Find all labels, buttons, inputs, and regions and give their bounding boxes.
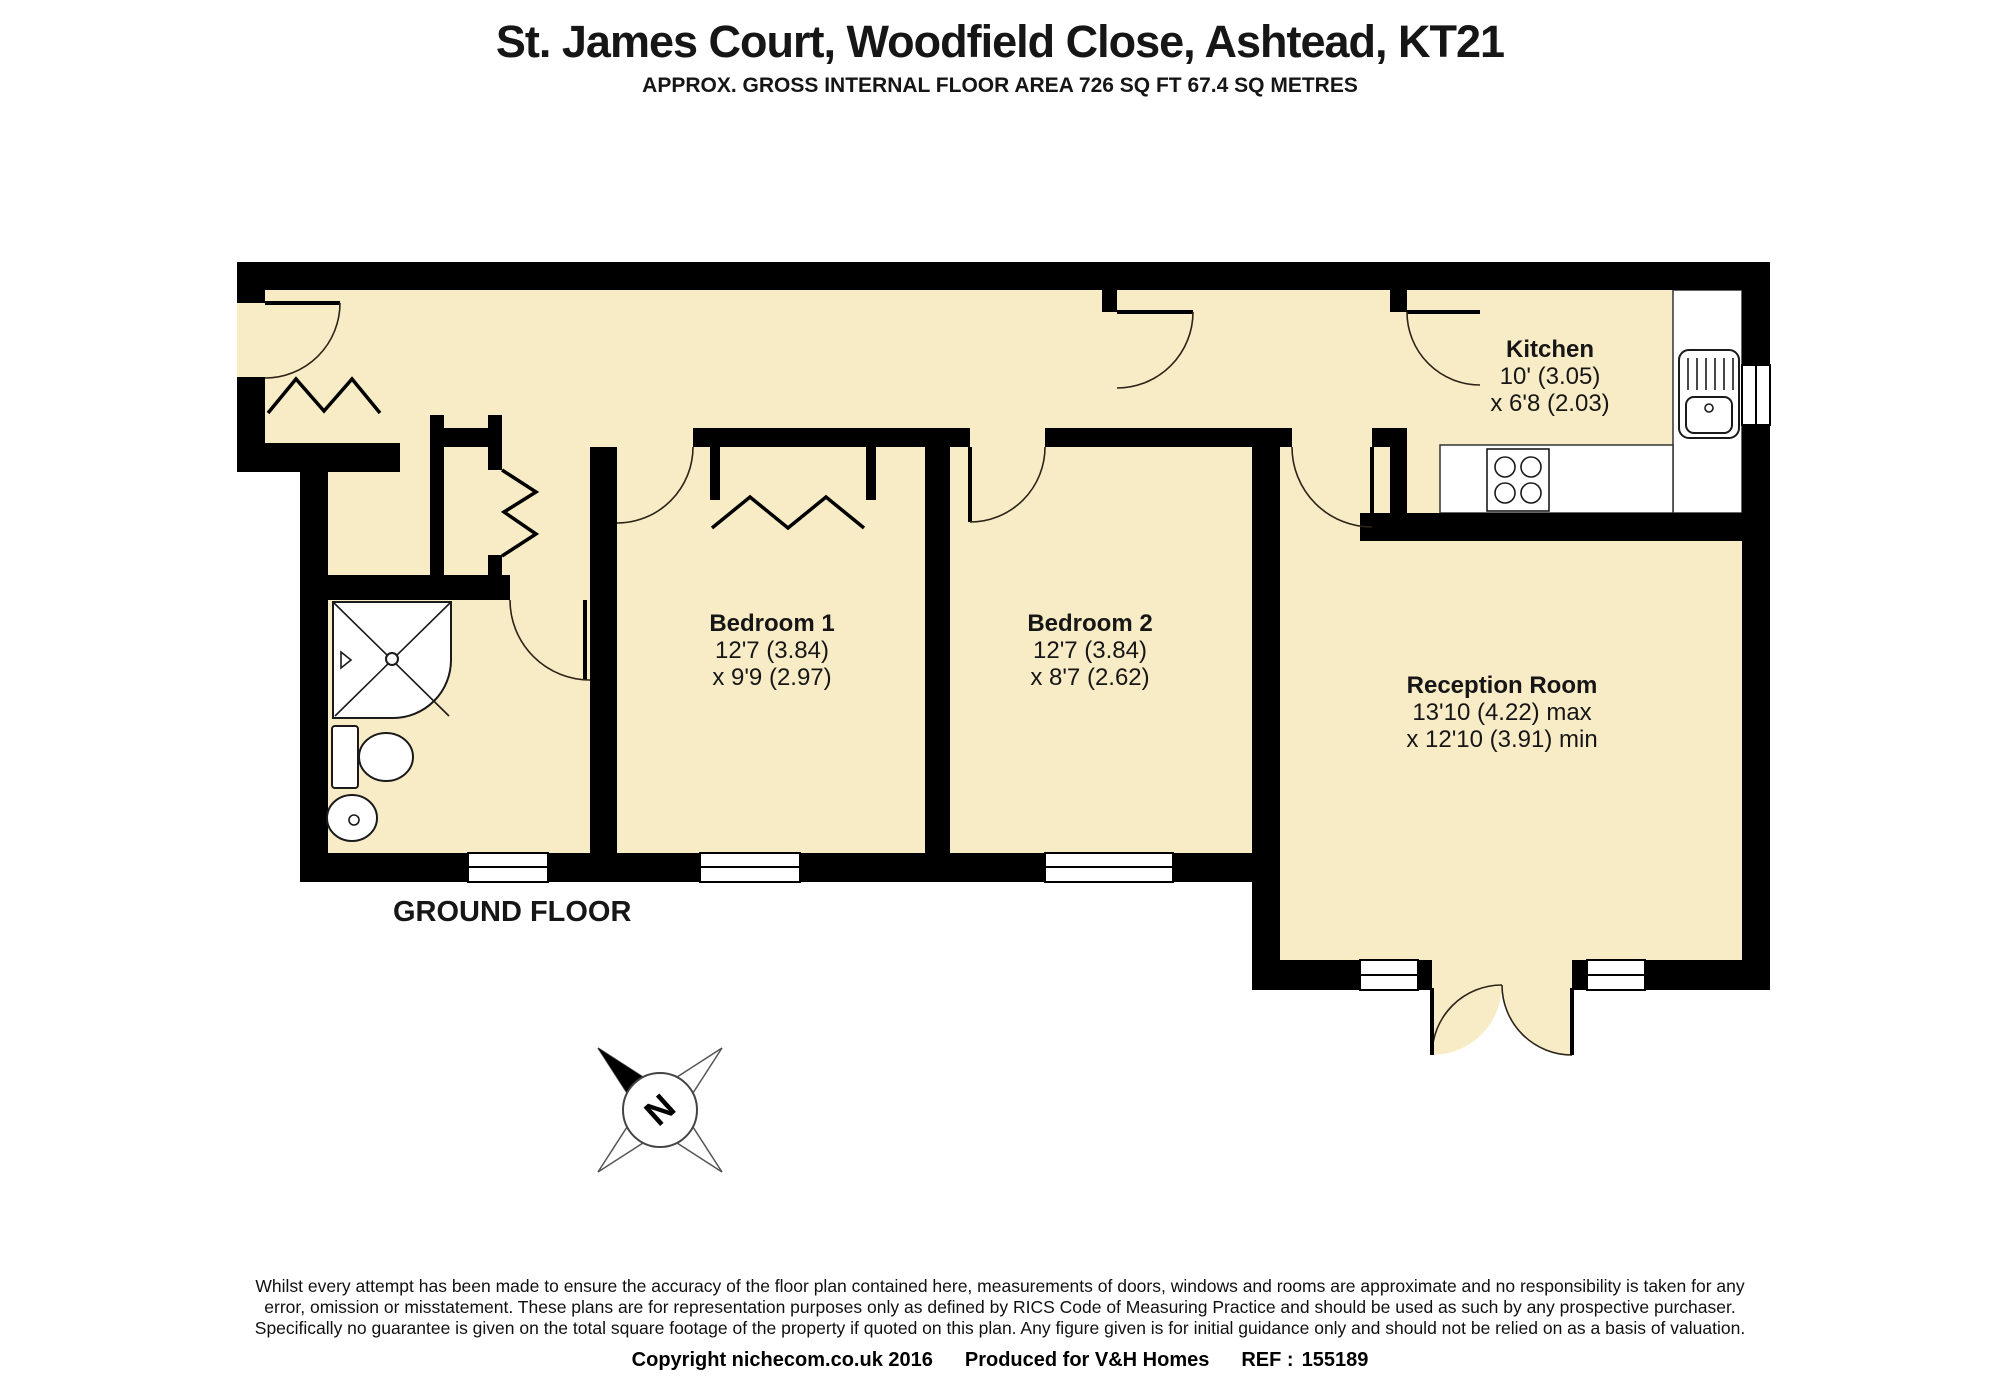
room-dim1: 10' (3.05) — [1499, 363, 1601, 390]
page-title: St. James Court, Woodfield Close, Ashtead, KT21 — [495, 16, 1505, 67]
room-label-bedroom2 — [1027, 610, 1152, 691]
bedroom2-window — [1045, 853, 1173, 882]
disclaimer-line: error, omission or misstatement. These plans are for representation purposes only as defined by RICS Code of Measuring Practice and should be used as such by any prospective purchaser. — [264, 1297, 1736, 1317]
bathroom-window — [468, 853, 548, 882]
ref-label: REF : — [1241, 1349, 1294, 1371]
bedroom1-window — [700, 853, 800, 882]
disclaimer — [0, 1276, 2000, 1339]
reception-window-right — [1587, 960, 1645, 990]
room-name: Reception Room — [1406, 672, 1598, 699]
room-label-bedroom1 — [709, 610, 834, 691]
room-name: Bedroom 1 — [709, 610, 835, 637]
disclaimer-line: Whilst every attempt has been made to ensure the accuracy of the floor plan contained here, measurements of doors, windows and rooms are approximate and no responsibility is taken for any — [255, 1276, 1745, 1296]
shower-icon — [333, 602, 451, 718]
disclaimer-line: Specifically no guarantee is given on the total square footage of the property if quoted on this plan. Any figure given is for initial guidance only and should not be relied on as a basis of valuation. — [254, 1318, 1746, 1338]
basin-icon — [327, 795, 377, 841]
room-dim2: x 12'10 (3.91) min — [1406, 726, 1598, 753]
ref-value: 155189 — [1301, 1349, 1369, 1371]
room-dim1: 12'7 (3.84) — [714, 637, 829, 664]
room-dim2: x 6'8 (2.03) — [1490, 390, 1610, 417]
room-label-kitchen — [1490, 336, 1609, 417]
copyright-text: Copyright nichecom.co.uk 2016 — [631, 1349, 933, 1371]
copyright-line — [0, 1349, 2000, 1372]
produced-for-text: Produced for V&H Homes — [964, 1349, 1210, 1371]
room-dim1: 12'7 (3.84) — [1032, 637, 1147, 664]
room-label-reception — [1406, 672, 1597, 753]
french-doors — [1432, 960, 1572, 1055]
reception-window-left — [1360, 960, 1418, 990]
kitchen-window — [1742, 365, 1770, 425]
page-subtitle: APPROX. GROSS INTERNAL FLOOR AREA 726 SQ FT 67.4 SQ METRES — [642, 74, 1358, 97]
room-name: Kitchen — [1505, 336, 1594, 363]
room-name: Bedroom 2 — [1027, 610, 1153, 637]
room-dim2: x 9'9 (2.97) — [712, 664, 832, 691]
compass-north-label: N — [636, 1085, 684, 1134]
room-dim1: 13'10 (4.22) max — [1412, 699, 1592, 726]
room-dim2: x 8'7 (2.62) — [1030, 664, 1150, 691]
floor-label: GROUND FLOOR — [393, 896, 632, 928]
sink-icon — [1679, 350, 1739, 438]
